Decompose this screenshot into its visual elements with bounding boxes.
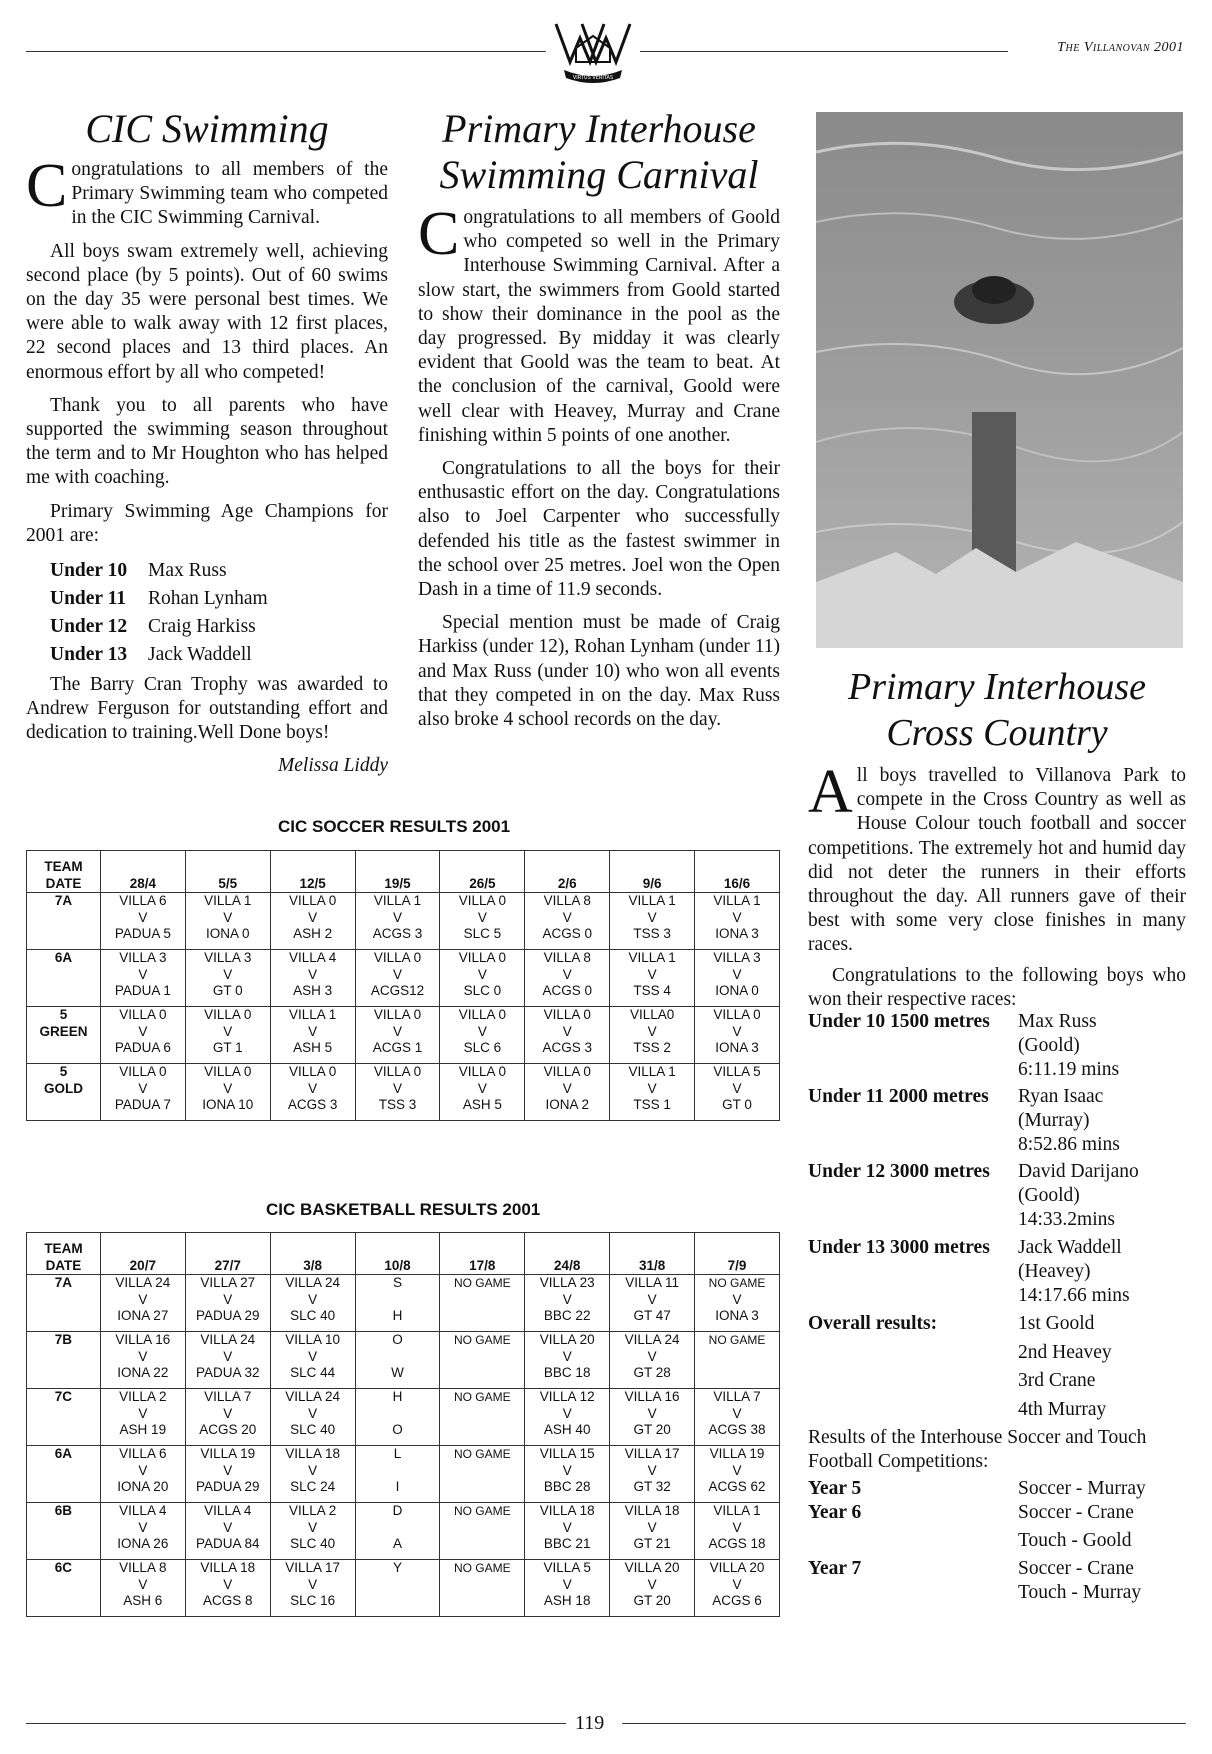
result-cell: VILLA 1 V IONA 3: [695, 893, 780, 950]
date-header: 5/5: [185, 851, 270, 893]
date-header: 20/7: [100, 1233, 185, 1275]
result-cell: VILLA 15 V BBC 28: [525, 1446, 610, 1503]
swimming-carnival-article: [418, 106, 780, 741]
drop-cap: C: [418, 200, 460, 268]
team-cell: 7A: [27, 1275, 101, 1332]
svg-text:VIRTUS VERITAS: VIRTUS VERITAS: [572, 75, 614, 81]
footer-rule-right: [622, 1723, 1186, 1724]
date-header: 9/6: [610, 851, 695, 893]
date-header: 31/8: [610, 1233, 695, 1275]
result-cell: VILLA 0 V ACGS 3: [270, 1064, 355, 1121]
result-cell: VILLA 19 V PADUA 29: [185, 1446, 270, 1503]
cross-country-title-line-2: Cross Country: [886, 712, 1108, 754]
result-cell: VILLA 1 V TSS 4: [610, 950, 695, 1007]
table-row: [27, 1007, 780, 1064]
result-cell: H O: [355, 1389, 440, 1446]
team-cell: 6B: [27, 1503, 101, 1560]
date-header: 2/6: [525, 851, 610, 893]
team-cell: 7B: [27, 1332, 101, 1389]
basketball-results-title: CIC BASKETBALL RESULTS 2001: [266, 1200, 541, 1219]
page-number: 119: [575, 1712, 605, 1734]
table-row: [27, 1446, 780, 1503]
result-cell: VILLA 0 V IONA 10: [185, 1064, 270, 1121]
result-cell: VILLA 1 V ACGS 18: [695, 1503, 780, 1560]
date-header: 12/5: [270, 851, 355, 893]
cross-country-title-line-1: Primary Interhouse: [848, 666, 1146, 708]
table-row: [27, 1332, 780, 1389]
result-cell: VILLA 24 V SLC 40: [270, 1389, 355, 1446]
footer-rule-left: [26, 1723, 566, 1724]
result-cell: VILLA 20 V ACGS 6: [695, 1560, 780, 1617]
result-cell: VILLA 0 V SLC 5: [440, 893, 525, 950]
result-cell: VILLA 27 V PADUA 29: [185, 1275, 270, 1332]
result-cell: VILLA 0 V ASH 5: [440, 1064, 525, 1121]
result-cell: NO GAME: [440, 1332, 525, 1389]
result-cell: VILLA 2 V ASH 19: [100, 1389, 185, 1446]
swimming-carnival-paragraph-3: Special mention must be made of Craig Harkiss (under 12), Rohan Lynham (under 11) and Max Russ (under 10) who won all events that they competed in on the day. Max Russ also broke 4 school records on the day.: [418, 612, 780, 731]
result-cell: VILLA 1 V ASH 5: [270, 1007, 355, 1064]
result-cell: NO GAME: [440, 1275, 525, 1332]
cic-swimming-paragraph-1: Congratulations to all members of the Primary Swimming team who competed in the CIC Swimming Carnival.: [26, 152, 388, 229]
school-crest-logo: [552, 18, 634, 84]
date-header: 3/8: [270, 1233, 355, 1275]
result-cell: VILLA 0 V PADUA 7: [100, 1064, 185, 1121]
result-cell: VILLA 24 V GT 28: [610, 1332, 695, 1389]
date-header: 19/5: [355, 851, 440, 893]
cic-swimming-paragraph-2: All boys swam extremely well, achieving second place (by 5 points). Out of 60 swims on the day 35 were personal best times. We were able to walk away with 12 first places, 22 second places and 13 third places. An enormous effort by all who competed!: [26, 240, 388, 383]
result-cell: VILLA 7 V ACGS 38: [695, 1389, 780, 1446]
result-cell: VILLA 0 V SLC 0: [440, 950, 525, 1007]
result-cell: VILLA 11 V GT 47: [610, 1275, 695, 1332]
author-signature: Melissa Liddy: [278, 754, 388, 776]
result-cell: VILLA 1 V TSS 1: [610, 1064, 695, 1121]
swimming-carnival-title-line-1: Primary Interhouse: [442, 106, 756, 151]
champion-row: Under 12 Craig Harkiss: [50, 616, 256, 638]
team-cell: 7C: [27, 1389, 101, 1446]
soccer-results-title: CIC SOCCER RESULTS 2001: [278, 817, 511, 836]
result-cell: D A: [355, 1503, 440, 1560]
result-cell: VILLA 1 V ACGS 3: [355, 893, 440, 950]
result-cell: VILLA 20 V BBC 18: [525, 1332, 610, 1389]
table-row: [27, 950, 780, 1007]
result-cell: VILLA 5 V ASH 18: [525, 1560, 610, 1617]
result-cell: VILLA 5 V GT 0: [695, 1064, 780, 1121]
result-cell: VILLA 4 V PADUA 84: [185, 1503, 270, 1560]
table-row: [27, 1275, 780, 1332]
team-date-header: TEAM DATE: [27, 1233, 101, 1275]
result-cell: VILLA 17 V GT 32: [610, 1446, 695, 1503]
basketball-results-table: [26, 1232, 780, 1617]
result-cell: NO GAME: [695, 1332, 780, 1389]
cic-swimming-paragraph-3: Thank you to all parents who have supported the swimming season throughout the term and to Mr Houghton who has helped me with coaching.: [26, 394, 388, 489]
result-cell: VILLA 10 V SLC 44: [270, 1332, 355, 1389]
date-header: 24/8: [525, 1233, 610, 1275]
cic-swimming-paragraph-5: The Barry Cran Trophy was awarded to Andrew Ferguson for outstanding effort and dedication to training.Well Done boys!: [26, 674, 388, 744]
result-cell: VILLA 18 V SLC 24: [270, 1446, 355, 1503]
date-header: 10/8: [355, 1233, 440, 1275]
result-cell: VILLA 6 V PADUA 5: [100, 893, 185, 950]
result-cell: VILLA 3 V IONA 0: [695, 950, 780, 1007]
date-header: 28/4: [100, 851, 185, 893]
result-cell: VILLA 16 V GT 20: [610, 1389, 695, 1446]
header-rule-right: [640, 51, 1008, 52]
team-cell: 5 GOLD: [27, 1064, 101, 1121]
table-row: [27, 1503, 780, 1560]
result-cell: VILLA 0 V TSS 3: [355, 1064, 440, 1121]
result-cell: VILLA 0 V SLC 6: [440, 1007, 525, 1064]
result-cell: VILLA 0 V ACGS 1: [355, 1007, 440, 1064]
date-header: 16/6: [695, 851, 780, 893]
result-cell: VILLA 8 V ACGS 0: [525, 950, 610, 1007]
result-cell: S H: [355, 1275, 440, 1332]
header-rule-left: [26, 51, 546, 52]
table-row: [27, 1560, 780, 1617]
magazine-title: The Villanovan 2001: [1057, 40, 1184, 55]
result-cell: VILLA 1 V IONA 0: [185, 893, 270, 950]
team-cell: 6C: [27, 1560, 101, 1617]
result-cell: VILLA 2 V SLC 40: [270, 1503, 355, 1560]
table-row: [27, 893, 780, 950]
result-cell: VILLA 8 V ACGS 0: [525, 893, 610, 950]
result-cell: VILLA 3 V PADUA 1: [100, 950, 185, 1007]
result-cell: VILLA 18 V BBC 21: [525, 1503, 610, 1560]
swimming-carnival-paragraph-2: Congratulations to all the boys for their enthusastic effort on the day. Congratulations also to Joel Carpenter who successfully defended his title as the fastest swimmer in the school over 25 metres. Joel won the Open Dash in a time of 11.9 seconds.: [418, 458, 780, 601]
result-cell: NO GAME: [440, 1560, 525, 1617]
date-header: 27/7: [185, 1233, 270, 1275]
result-cell: VILLA 24 V IONA 27: [100, 1275, 185, 1332]
result-cell: VILLA 12 V ASH 40: [525, 1389, 610, 1446]
result-cell: VILLA 20 V GT 20: [610, 1560, 695, 1617]
swimming-carnival-paragraph-1: Congratulations to all members of Goold who competed so well in the Primary Interhouse Swimming Carnival. After a slow start, the swimmers from Goold started to show their dominance in the pool as the day progressed. By midday it was clearly evident that Goold was the team to beat. At the conclusion of the carnival, Goold were well clear with Heavey, Murray and Crane finishing within 5 points of one another.: [418, 200, 780, 446]
result-cell: VILLA 3 V GT 0: [185, 950, 270, 1007]
result-cell: VILLA0 V TSS 2: [610, 1007, 695, 1064]
cross-country-article: [808, 664, 1186, 1018]
cic-swimming-title: CIC Swimming: [85, 106, 329, 151]
result-cell: Y: [355, 1560, 440, 1617]
team-date-header: TEAM DATE: [27, 851, 101, 893]
drop-cap: A: [808, 758, 853, 826]
age-champions-list: [26, 557, 388, 669]
swimming-carnival-title-line-2: Swimming Carnival: [439, 152, 759, 197]
result-cell: VILLA 17 V SLC 16: [270, 1560, 355, 1617]
result-cell: VILLA 1 V TSS 3: [610, 893, 695, 950]
date-header: 17/8: [440, 1233, 525, 1275]
team-cell: 6A: [27, 950, 101, 1007]
result-cell: NO GAME: [440, 1389, 525, 1446]
result-cell: VILLA 0 V ASH 2: [270, 893, 355, 950]
result-cell: VILLA 4 V ASH 3: [270, 950, 355, 1007]
result-cell: NO GAME V IONA 3: [695, 1275, 780, 1332]
result-cell: NO GAME: [440, 1503, 525, 1560]
result-cell: VILLA 18 V ACGS 8: [185, 1560, 270, 1617]
date-header: 26/5: [440, 851, 525, 893]
soccer-results-table: [26, 850, 780, 1121]
result-cell: VILLA 19 V ACGS 62: [695, 1446, 780, 1503]
table-row: [27, 1389, 780, 1446]
swimmer-photo: [816, 112, 1183, 648]
result-cell: VILLA 4 V IONA 26: [100, 1503, 185, 1560]
result-cell: L I: [355, 1446, 440, 1503]
result-cell: VILLA 18 V GT 21: [610, 1503, 695, 1560]
result-cell: NO GAME: [440, 1446, 525, 1503]
interhouse-year-results: Year 5 Soccer - Murray Year 6 Soccer - Crane Touch - Goold Year 7 Soccer - Crane Touch - Murray: [808, 1478, 1146, 1603]
team-cell: 5 GREEN: [27, 1007, 101, 1064]
result-cell: VILLA 0 V IONA 2: [525, 1064, 610, 1121]
result-cell: VILLA 0 V PADUA 6: [100, 1007, 185, 1064]
team-cell: 6A: [27, 1446, 101, 1503]
result-cell: O W: [355, 1332, 440, 1389]
result-cell: VILLA 0 V IONA 3: [695, 1007, 780, 1064]
date-header: 7/9: [695, 1233, 780, 1275]
cic-swimming-paragraph-4: Primary Swimming Age Champions for 2001 are:: [26, 500, 388, 546]
champion-row: Under 13 Jack Waddell: [50, 644, 252, 666]
result-cell: VILLA 0 V ACGS 3: [525, 1007, 610, 1064]
result-cell: VILLA 24 V SLC 40: [270, 1275, 355, 1332]
result-cell: VILLA 6 V IONA 20: [100, 1446, 185, 1503]
champion-row: Under 10 Max Russ: [50, 560, 227, 582]
result-cell: VILLA 8 V ASH 6: [100, 1560, 185, 1617]
cross-country-paragraph-2: Congratulations to the following boys who won their respective races:: [808, 964, 1186, 1010]
table-row: [27, 1064, 780, 1121]
result-cell: VILLA 24 V PADUA 32: [185, 1332, 270, 1389]
result-cell: VILLA 23 V BBC 22: [525, 1275, 610, 1332]
result-cell: VILLA 0 V GT 1: [185, 1007, 270, 1064]
interhouse-results-intro: Results of the Interhouse Soccer and Touch Football Competitions:: [808, 1427, 1147, 1472]
cross-country-paragraph-1: All boys travelled to Villanova Park to compete in the Cross Country as well as House Colour touch football and soccer competitions. The extremely hot and humid day did not deter the runners in their efforts throughout the day. All runners gave of their best with some very close finishes in many races.: [808, 758, 1186, 956]
result-cell: VILLA 0 V ACGS12: [355, 950, 440, 1007]
champion-row: Under 11 Rohan Lynham: [50, 588, 268, 610]
result-cell: VILLA 16 V IONA 22: [100, 1332, 185, 1389]
result-cell: VILLA 7 V ACGS 20: [185, 1389, 270, 1446]
drop-cap: C: [26, 152, 68, 220]
team-cell: 7A: [27, 893, 101, 950]
cic-swimming-article: [26, 106, 388, 777]
